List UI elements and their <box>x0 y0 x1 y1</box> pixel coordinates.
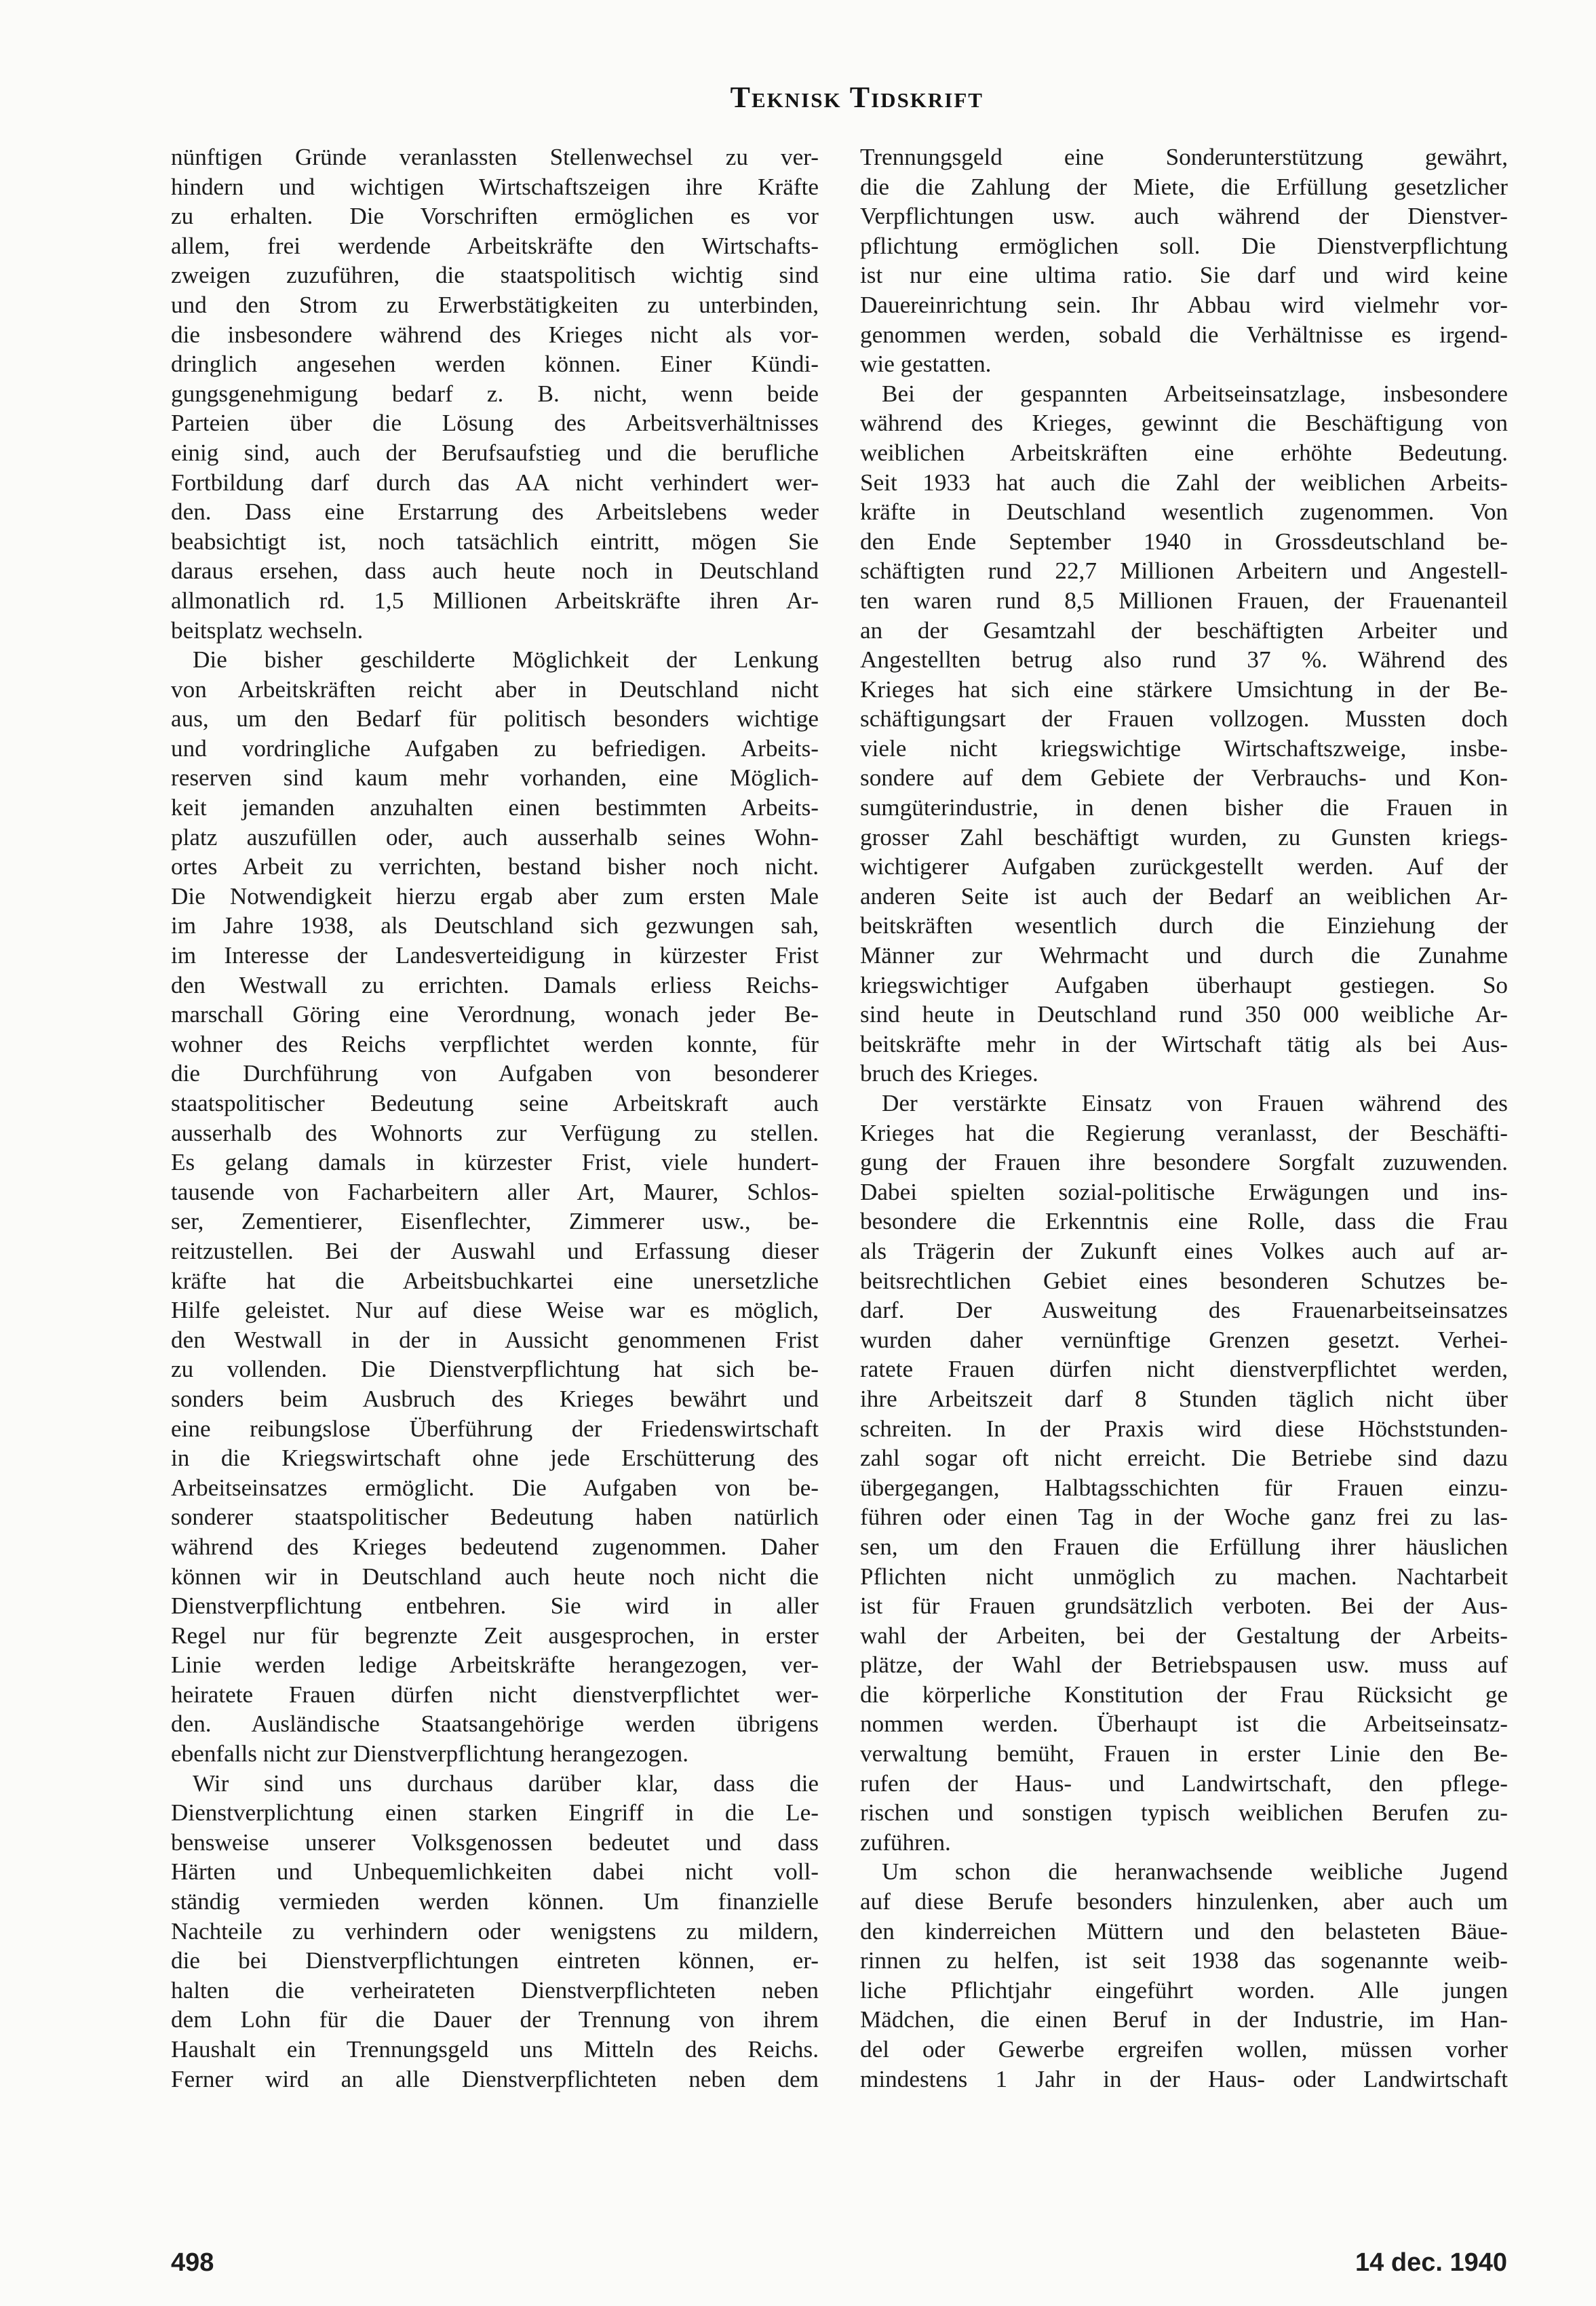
text-line: dringlich angesehen werden können. Einer Kündi- <box>171 351 819 378</box>
text-line: Nachteile zu verhindern oder wenigstens zu mildern, <box>171 1917 819 1945</box>
text-line: ten waren rund 8,5 Millionen Frauen, der Frauenanteil <box>860 587 1508 614</box>
right-text-column <box>860 142 1508 2094</box>
text-line: zuführen. <box>860 1829 951 1856</box>
journal-title: Teknisk Tidskrift <box>730 81 984 114</box>
text-line: beitskräfte mehr in der Wirtschaft tätig als bei Aus- <box>860 1030 1508 1057</box>
text-line: gung der Frauen ihre besondere Sorgfalt zuzuwenden. <box>860 1149 1508 1176</box>
text-line: platz auszufüllen oder, auch ausserhalb seines Wohn- <box>171 823 819 851</box>
text-line: in die Kriegswirtschaft ohne jede Erschütterung des <box>171 1445 819 1472</box>
text-line: daraus ersehen, dass auch heute noch in Deutschland <box>171 558 819 585</box>
text-line: an der Gesamtzahl der beschäftigten Arbeiter und <box>860 617 1508 644</box>
text-line: zu erhalten. Die Vorschriften ermöglichen es vor <box>171 203 819 230</box>
text-line: rischen und sonstigen typisch weiblichen Berufen zu- <box>860 1799 1508 1826</box>
text-line: reserven sind kaum mehr vorhanden, eine Möglich- <box>171 764 819 792</box>
text-line: allmonatlich rd. 1,5 Millionen Arbeitskräfte ihren Ar- <box>171 587 819 614</box>
text-line: Haushalt ein Trennungsgeld uns Mitteln des Reichs. <box>171 2036 819 2063</box>
text-line: kräfte hat die Arbeitsbuchkartei eine unersetzliche <box>171 1267 819 1294</box>
text-line: Linie werden ledige Arbeitskräfte herangezogen, ver- <box>171 1652 819 1679</box>
text-line: mindestens 1 Jahr in der Haus- oder Landwirtschaft <box>860 2065 1508 2092</box>
text-line: schäftigten rund 22,7 Millionen Arbeitern und Angestell- <box>860 558 1508 585</box>
text-line: Es gelang damals in kürzester Frist, viele hundert- <box>171 1149 819 1176</box>
text-line: Dauereinrichtung sein. Ihr Abbau wird vielmehr vor- <box>860 291 1508 318</box>
text-line: Um schon die heranwachsende weibliche Jugend <box>882 1858 1508 1885</box>
text-line: den. Ausländische Staatsangehörige werden übrigens <box>171 1711 819 1738</box>
text-line: bruch des Krieges. <box>860 1060 1038 1087</box>
text-line: dem Lohn für die Dauer der Trennung von ihrem <box>171 2006 819 2033</box>
text-line: Wir sind uns durchaus darüber klar, dass die <box>193 1770 819 1797</box>
text-line: Der verstärkte Einsatz von Frauen während des <box>882 1090 1508 1116</box>
text-line: keit jemanden anzuhalten einen bestimmten Arbeits- <box>171 794 819 821</box>
text-line: können wir in Deutschland auch heute noch nicht die <box>171 1563 819 1590</box>
text-line: beabsichtigt ist, noch tatsächlich eintritt, mögen Sie <box>171 528 819 555</box>
text-line: ihre Arbeitszeit darf 8 Stunden täglich nicht über <box>860 1385 1508 1412</box>
text-line: im Jahre 1938, als Deutschland sich gezwungen sah, <box>171 912 819 939</box>
text-line: anderen Seite ist auch der Bedarf an weiblichen Ar- <box>860 882 1508 910</box>
text-line: Die Notwendigkeit hierzu ergab aber zum ersten Male <box>171 882 819 910</box>
text-line: aus, um den Bedarf für politisch besonders wichtige <box>171 705 819 732</box>
text-line: besondere die Erkenntnis eine Rolle, dass die Frau <box>860 1208 1508 1235</box>
text-line: die bei Dienstverpflichtungen eintreten können, er- <box>171 1947 819 1974</box>
text-line: Männer zur Wehrmacht und durch die Zunahme <box>860 942 1508 969</box>
text-line: übergegangen, Halbtagsschichten für Frauen einzu- <box>860 1474 1508 1501</box>
text-line: schäftigungsart der Frauen vollzogen. Mussten doch <box>860 705 1508 732</box>
text-line: sondere auf dem Gebiete der Verbrauchs- und Kon- <box>860 764 1508 792</box>
text-line: Dienstverpflichtung entbehren. Sie wird in aller <box>171 1592 819 1620</box>
text-line: den kinderreichen Müttern und den belasteten Bäue- <box>860 1917 1508 1945</box>
text-line: allem, frei werdende Arbeitskräfte den Wirtschafts- <box>171 232 819 259</box>
text-line: reitzustellen. Bei der Auswahl und Erfassung dieser <box>171 1237 819 1264</box>
text-line: und vordringliche Aufgaben zu befriedigen. Arbeits- <box>171 735 819 762</box>
text-line: hindern und wichtigen Wirtschaftszeigen ihre Kräfte <box>171 173 819 200</box>
text-line: Angestellten betrug also rund 37 %. Während des <box>860 646 1508 673</box>
text-line: beitsplatz wechseln. <box>171 617 364 644</box>
text-line: und den Strom zu Erwerbstätigkeiten zu unterbinden, <box>171 291 819 318</box>
text-line: sonderer staatspolitischer Bedeutung haben natürlich <box>171 1504 819 1531</box>
text-line: die körperliche Konstitution der Frau Rücksicht ge <box>860 1681 1508 1708</box>
issue-date: 14 dec. 1940 <box>1355 2248 1507 2277</box>
text-line: sind heute in Deutschland rund 350 000 weibliche Ar- <box>860 1001 1508 1028</box>
text-line: darf. Der Ausweitung des Frauenarbeitseinsatzes <box>860 1297 1508 1324</box>
text-line: genommen werden, sobald die Verhältnisse es irgend- <box>860 321 1508 348</box>
text-line: von Arbeitskräften reicht aber in Deutschland nicht <box>171 676 819 703</box>
text-line: wurden daher vernünftige Grenzen gesetzt. Verhei- <box>860 1326 1508 1353</box>
text-line: Mädchen, die einen Beruf in der Industrie, im Han- <box>860 2006 1508 2033</box>
text-line: nünftigen Gründe veranlassten Stellenwechsel zu ver- <box>171 144 819 170</box>
text-line: del oder Gewerbe ergreifen wollen, müssen vorher <box>860 2036 1508 2063</box>
text-line: ebenfalls nicht zur Dienstverpflichtung herangezogen. <box>171 1740 689 1767</box>
text-line: den Westwall in der in Aussicht genommenen Frist <box>171 1326 819 1353</box>
text-line: marschall Göring eine Verordnung, wonach jeder Be- <box>171 1001 819 1028</box>
text-line: auf diese Berufe besonders hinzulenken, aber auch um <box>860 1888 1508 1915</box>
text-line: im Interesse der Landesverteidigung in kürzester Frist <box>171 942 819 969</box>
text-line: schreiten. In der Praxis wird diese Höchststunden- <box>860 1415 1508 1442</box>
text-line: pflichtung ermöglichen soll. Die Dienstverpflichtung <box>860 232 1508 259</box>
text-line: Verpflichtungen usw. auch während der Dienstver- <box>860 203 1508 230</box>
text-line: kräfte in Deutschland wesentlich zugenommen. Von <box>860 499 1508 526</box>
text-line: Fortbildung darf durch das AA nicht verhindert wer- <box>171 469 819 496</box>
text-line: eine reibungslose Überführung der Friedenswirtschaft <box>171 1415 819 1442</box>
text-line: Trennungsgeld eine Sonderunterstützung gewährt, <box>860 144 1508 170</box>
text-line: kriegswichtiger Aufgaben überhaupt gestiegen. So <box>860 971 1508 998</box>
text-line: rinnen zu helfen, ist seit 1938 das sogenannte weib- <box>860 1947 1508 1974</box>
text-line: als Trägerin der Zukunft eines Volkes auch auf ar- <box>860 1237 1508 1264</box>
text-line: Hilfe geleistet. Nur auf diese Weise war es möglich, <box>171 1297 819 1324</box>
text-line: ratete Frauen dürfen nicht dienstverpflichtet werden, <box>860 1356 1508 1383</box>
text-line: nommen werden. Überhaupt ist die Arbeitseinsatz- <box>860 1711 1508 1738</box>
text-line: ständig vermieden werden können. Um finanzielle <box>171 1888 819 1915</box>
text-line: wichtigerer Aufgaben zurückgestellt werden. Auf der <box>860 853 1508 880</box>
text-line: ser, Zementierer, Eisenflechter, Zimmerer usw., be- <box>171 1208 819 1235</box>
text-line: rufen der Haus- und Landwirtschaft, den pflege- <box>860 1770 1508 1797</box>
text-line: beitskräften wesentlich durch die Einziehung der <box>860 912 1508 939</box>
text-line: führen oder einen Tag in der Woche ganz frei zu las- <box>860 1504 1508 1531</box>
text-line: beitsrechtlichen Gebiet eines besonderen Schutzes be- <box>860 1267 1508 1294</box>
text-line: Parteien über die Lösung des Arbeitsverhältnisses <box>171 410 819 437</box>
text-line: Seit 1933 hat auch die Zahl der weiblichen Arbeits- <box>860 469 1508 496</box>
text-line: halten die verheirateten Dienstverpflichteten neben <box>171 1976 819 2004</box>
text-line: Bei der gespannten Arbeitseinsatzlage, insbesondere <box>882 380 1508 407</box>
text-line: sumgüterindustrie, in denen bisher die Frauen in <box>860 794 1508 821</box>
text-line: die Durchführung von Aufgaben von besonderer <box>171 1060 819 1087</box>
text-line: einig sind, auch der Berufsaufstieg und die berufliche <box>171 439 819 466</box>
text-line: sen, um den Frauen die Erfüllung ihrer häuslichen <box>860 1533 1508 1560</box>
text-line: ist für Frauen grundsätzlich verboten. Bei der Aus- <box>860 1592 1508 1620</box>
text-line: zweigen zuzuführen, die staatspolitisch wichtig sind <box>171 262 819 289</box>
text-line: staatspolitischer Bedeutung seine Arbeitskraft auch <box>171 1090 819 1116</box>
text-line: heiratete Frauen dürfen nicht dienstverpflichtet wer- <box>171 1681 819 1708</box>
text-line: viele nicht kriegswichtige Wirtschaftszweige, insbe- <box>860 735 1508 762</box>
text-line: zu vollenden. Die Dienstverpflichtung hat sich be- <box>171 1356 819 1383</box>
left-text-column <box>171 142 819 2094</box>
text-line: tausende von Facharbeitern aller Art, Maurer, Schlos- <box>171 1178 819 1205</box>
text-line: verwaltung bemüht, Frauen in erster Linie den Be- <box>860 1740 1508 1767</box>
text-line: Die bisher geschilderte Möglichkeit der Lenkung <box>193 646 819 673</box>
text-line: Härten und Unbequemlichkeiten dabei nicht voll- <box>171 1858 819 1885</box>
text-line: Krieges hat sich eine stärkere Umsichtung in der Be- <box>860 676 1508 703</box>
text-line: wie gestatten. <box>860 351 992 378</box>
text-line: plätze, der Wahl der Betriebspausen usw. muss auf <box>860 1652 1508 1679</box>
text-line: grosser Zahl beschäftigt wurden, zu Gunsten kriegs- <box>860 823 1508 851</box>
text-line: Dabei spielten sozial-politische Erwägungen und ins- <box>860 1178 1508 1205</box>
text-line: während des Krieges bedeutend zugenommen. Daher <box>171 1533 819 1560</box>
text-line: gungsgenehmigung bedarf z. B. nicht, wenn beide <box>171 380 819 407</box>
text-line: Krieges hat die Regierung veranlasst, der Beschäfti- <box>860 1119 1508 1146</box>
text-line: weiblichen Arbeitskräften eine erhöhte Bedeutung. <box>860 439 1508 466</box>
text-line: liche Pflichtjahr eingeführt worden. Alle jungen <box>860 1976 1508 2004</box>
text-line: die die Zahlung der Miete, die Erfüllung gesetzlicher <box>860 173 1508 200</box>
text-line: ortes Arbeit zu verrichten, bestand bisher noch nicht. <box>171 853 819 880</box>
text-line: den. Dass eine Erstarrung des Arbeitslebens weder <box>171 499 819 526</box>
text-line: den Westwall zu errichten. Damals erliess Reichs- <box>171 971 819 998</box>
text-line: Dienstverplichtung einen starken Eingriff in die Le- <box>171 1799 819 1826</box>
page-number: 498 <box>171 2248 214 2277</box>
text-line: wohner des Reichs verpflichtet werden konnte, für <box>171 1030 819 1057</box>
text-line: ist nur eine ultima ratio. Sie darf und wird keine <box>860 262 1508 289</box>
text-line: sonders beim Ausbruch des Krieges bewährt und <box>171 1385 819 1412</box>
text-line: Pflichten nicht unmöglich zu machen. Nachtarbeit <box>860 1563 1508 1590</box>
text-line: zahl sogar oft nicht erreicht. Die Betriebe sind dazu <box>860 1445 1508 1472</box>
text-line: die insbesondere während des Krieges nicht als vor- <box>171 321 819 348</box>
text-line: wahl der Arbeiten, bei der Gestaltung der Arbeits- <box>860 1622 1508 1649</box>
text-line: bensweise unserer Volksgenossen bedeutet und dass <box>171 1829 819 1856</box>
text-line: den Ende September 1940 in Grossdeutschland be- <box>860 528 1508 555</box>
text-line: Regel nur für begrenzte Zeit ausgesprochen, in erster <box>171 1622 819 1649</box>
text-line: ausserhalb des Wohnorts zur Verfügung zu stellen. <box>171 1119 819 1146</box>
text-line: Ferner wird an alle Dienstverpflichteten neben dem <box>171 2065 819 2092</box>
text-line: während des Krieges, gewinnt die Beschäftigung von <box>860 410 1508 437</box>
text-line: Arbeitseinsatzes ermöglicht. Die Aufgaben von be- <box>171 1474 819 1501</box>
